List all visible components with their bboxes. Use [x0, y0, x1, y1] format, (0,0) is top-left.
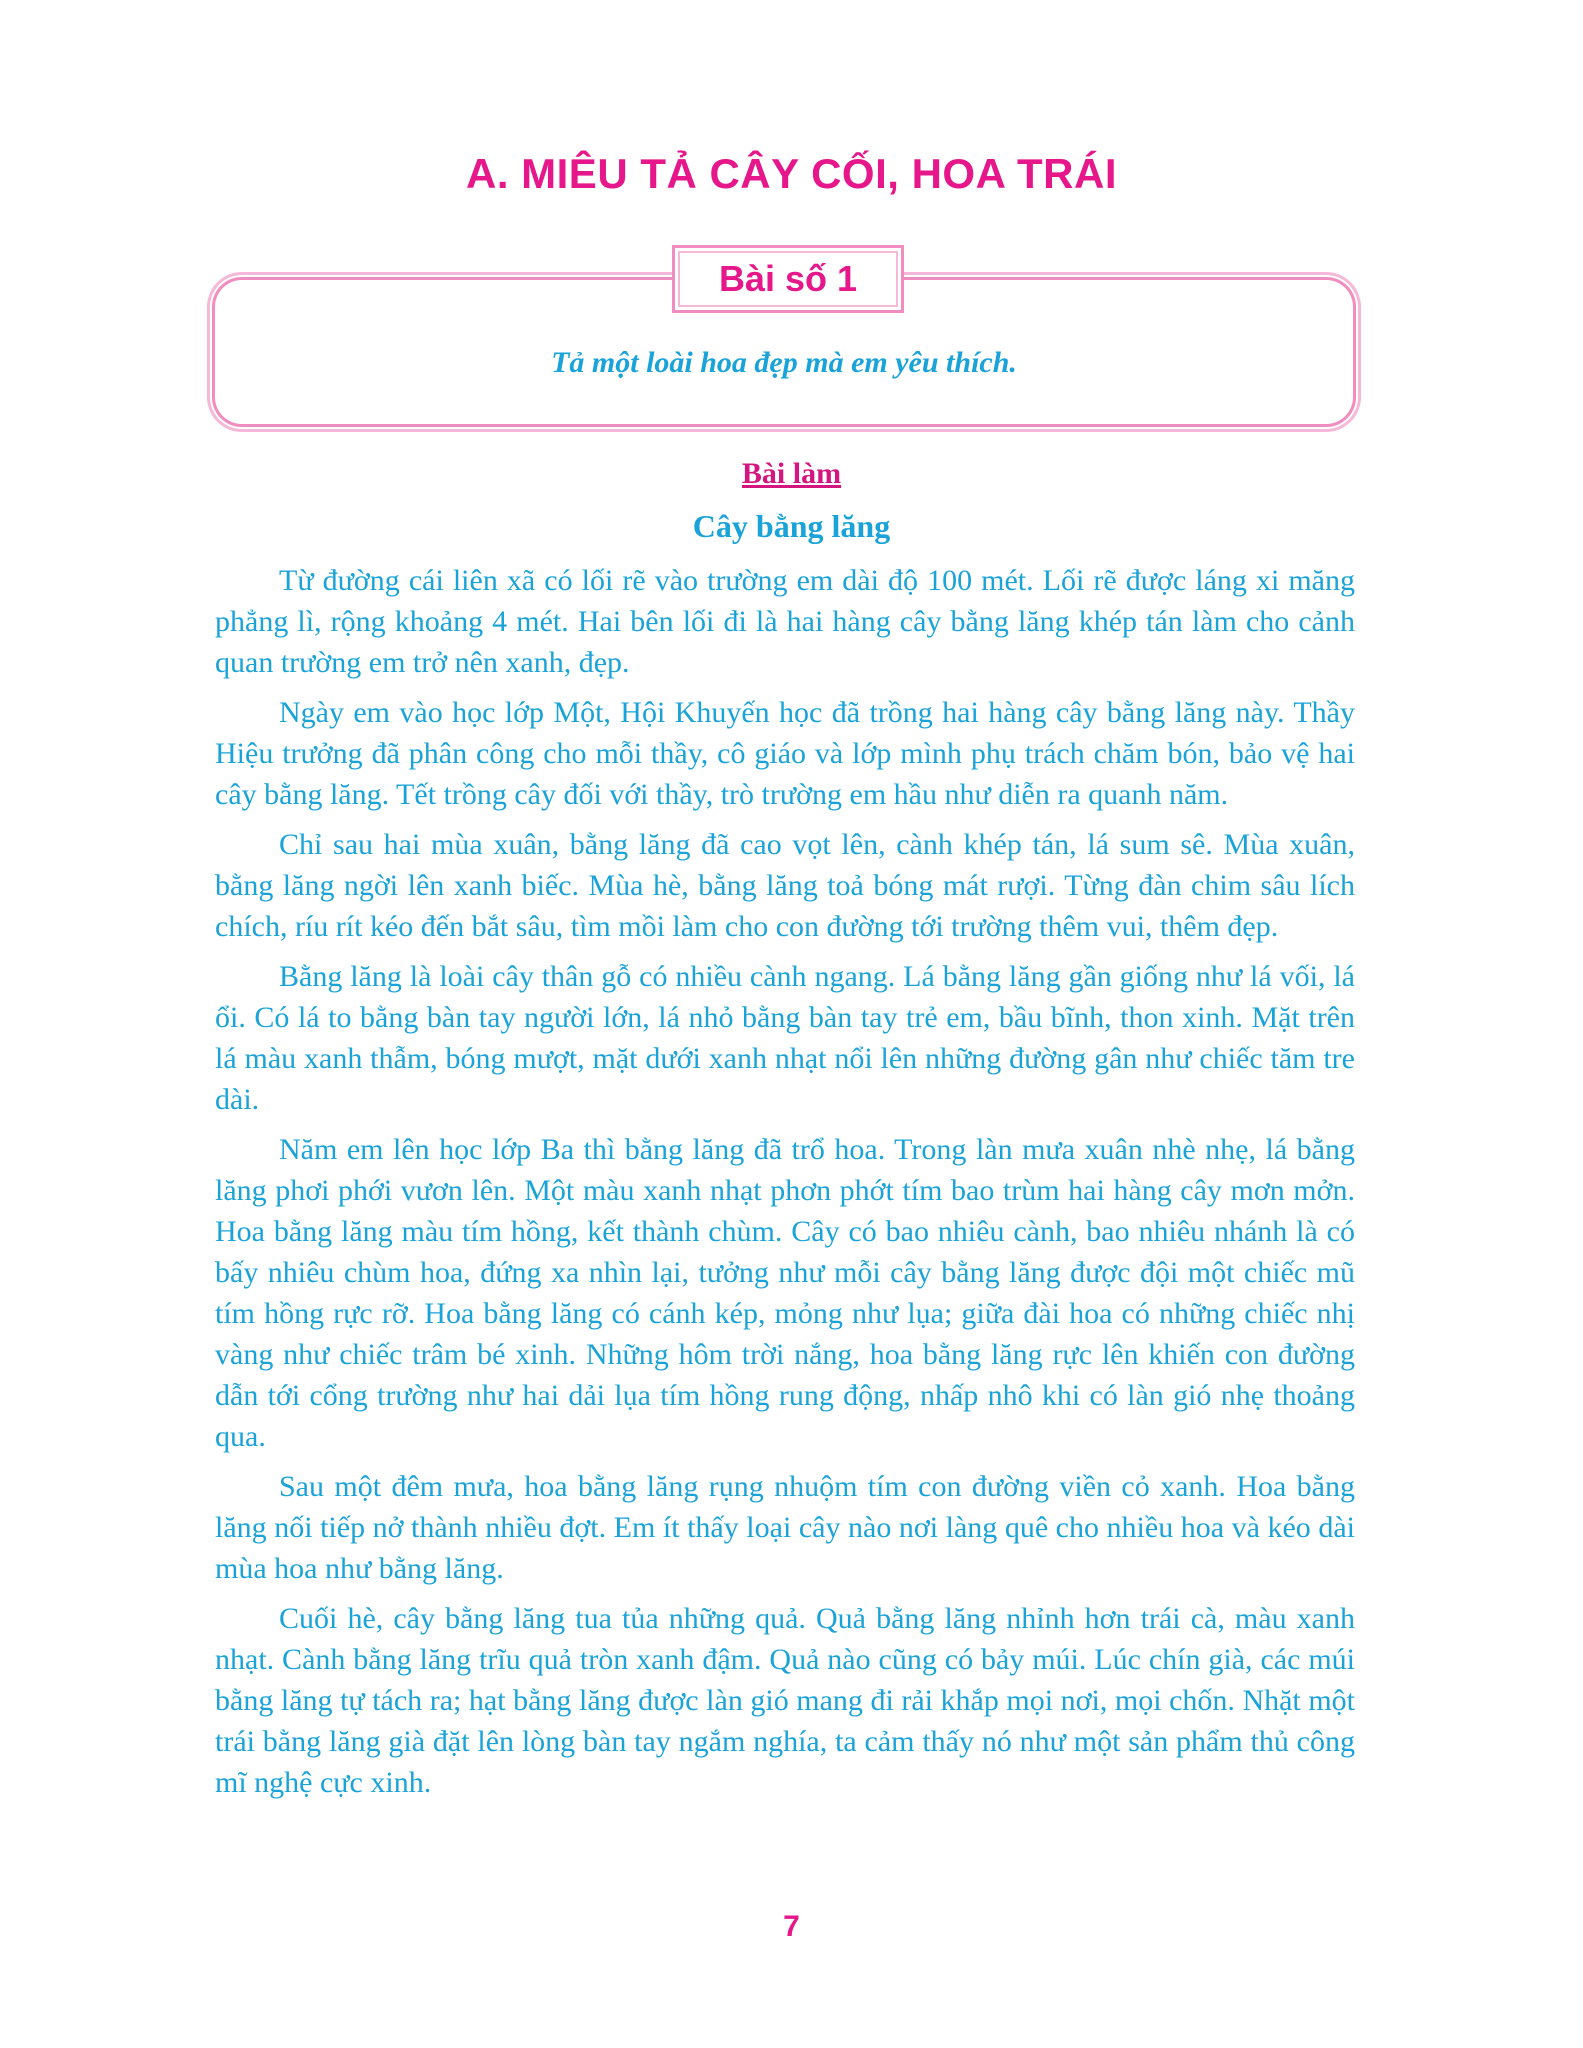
paragraph: Từ đường cái liên xã có lối rẽ vào trường em dài độ 100 mét. Lối rẽ được láng xi măng phẳng lì, rộng khoảng 4 mét. Hai bên lối đi là hai hàng cây bằng lăng khép tán làm cho cảnh quan trường em trở nên xanh, đẹp.: [215, 564, 1355, 679]
exercise-prompt: Tả một loài hoa đẹp mà em yêu thích.: [551, 346, 1017, 379]
essay-body: [215, 560, 1355, 1812]
page-number: 7: [783, 1910, 800, 1943]
section-title: A. MIÊU TẢ CÂY CỐI, HOA TRÁI: [465, 150, 1117, 197]
paragraph: Chỉ sau hai mùa xuân, bằng lăng đã cao vọt lên, cành khép tán, lá sum sê. Mùa xuân, bằng lăng ngời lên xanh biếc. Mùa hè, bằng lăng toả bóng mát rượi. Từng đàn chim sâu lích chích, ríu rít kéo đến bắt sâu, tìm mồi làm cho con đường tới trường thêm vui, thêm đẹp.: [215, 828, 1355, 943]
essay-title: Cây bằng lăng: [692, 508, 891, 544]
exercise-label: Bài số 1: [672, 245, 904, 313]
paragraph: Cuối hè, cây bằng lăng tua tủa những quả. Quả bằng lăng nhỉnh hơn trái cà, màu xanh nhạt. Cành bằng lăng trĩu quả tròn xanh đậm. Quả nào cũng có bảy múi. Lúc chín già, các múi bằng lăng tự tách ra; hạt bằng lăng được làn gió mang đi rải khắp mọi nơi, mọi chốn. Nhặt một trái bằng lăng già đặt lên lòng bàn tay ngắm nghía, ta cảm thấy nó như một sản phẩm thủ công mĩ nghệ cực xinh.: [215, 1602, 1355, 1799]
paragraph: Ngày em vào học lớp Một, Hội Khuyến học đã trồng hai hàng cây bằng lăng này. Thầy Hiệu trưởng đã phân công cho mỗi thầy, cô giáo và lớp mình phụ trách chăm bón, bảo vệ hai cây bằng lăng. Tết trồng cây đối với thầy, trò trường em hầu như diễn ra quanh năm.: [215, 696, 1355, 811]
paragraph: Sau một đêm mưa, hoa bằng lăng rụng nhuộm tím con đường viền cỏ xanh. Hoa bằng lăng nối tiếp nở thành nhiều đợt. Em ít thấy loại cây nào nơi làng quê cho nhiều hoa và kéo dài mùa hoa như bằng lăng.: [215, 1470, 1355, 1585]
paragraph: Bằng lăng là loài cây thân gỗ có nhiều cành ngang. Lá bằng lăng gần giống như lá vối, lá ổi. Có lá to bằng bàn tay người lớn, lá nhỏ bằng bàn tay trẻ em, bầu bĩnh, thon xinh. Mặt trên lá màu xanh thẫm, bóng mượt, mặt dưới xanh nhạt nổi lên những đường gân như chiếc tăm tre dài.: [215, 960, 1355, 1116]
answer-heading: Bài làm: [741, 457, 842, 490]
paragraph: Năm em lên học lớp Ba thì bằng lăng đã trổ hoa. Trong làn mưa xuân nhè nhẹ, lá bằng lăng phơi phới vươn lên. Một màu xanh nhạt phơn phớt tím bao trùm hai hàng cây mơn mởn. Hoa bằng lăng màu tím hồng, kết thành chùm. Cây có bao nhiêu cành, bao nhiêu nhánh là có bấy nhiêu chùm hoa, đứng xa nhìn lại, tưởng như mỗi cây bằng lăng được đội một chiếc mũ tím hồng rực rỡ. Hoa bằng lăng có cánh kép, mỏng như lụa; giữa đài hoa có những chiếc nhị vàng như chiếc trâm bé xinh. Những hôm trời nắng, hoa bằng lăng rực lên khiến con đường dẫn tới cổng trường như hai dải lụa tím hồng rung động, nhấp nhô khi có làn gió nhẹ thoảng qua.: [215, 1133, 1355, 1453]
